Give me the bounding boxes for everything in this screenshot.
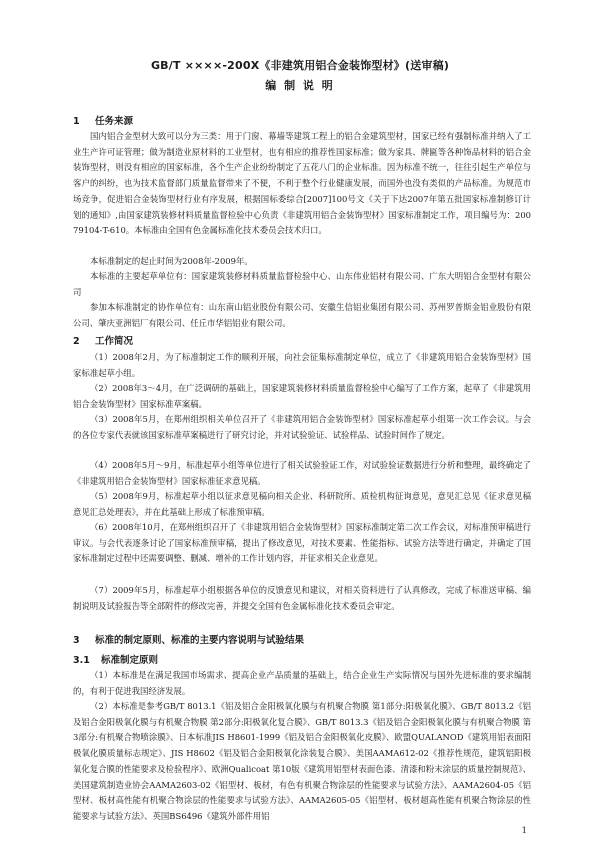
subsection-number: 3.1 — [73, 655, 90, 666]
paragraph: 本标准的主要起草单位有：国家建筑装修材料质量监督检验中心、山东伟业铝材有限公司、广东大明铝合金型材有限公司 — [73, 271, 531, 297]
paragraph: （1）2008年2月，为了标准制定工作的顺利开展，向社会征集标准制定单位，成立了《非建筑用铝合金装饰型材》国家标准起草小组。 — [73, 352, 531, 378]
document-title: GB/T ××××-200X《非建筑用铝合金装饰型材》(送审稿) — [150, 59, 450, 72]
paragraph: 本标准制定的起止时间为2008年-2009年。 — [90, 256, 253, 266]
section-title: 任务来源 — [95, 116, 134, 127]
section-number: 3 — [73, 635, 80, 646]
section-heading-3 — [73, 632, 304, 646]
section-heading-1 — [73, 113, 133, 127]
section-heading-2 — [73, 333, 133, 347]
section-title: 标准的制定原则、标准的主要内容说明与试验结果 — [95, 635, 305, 646]
document-subtitle: 编 制 说 明 — [265, 79, 335, 92]
section-number: 2 — [73, 336, 80, 347]
section-number: 1 — [73, 116, 80, 127]
paragraph: （7）2009年5月，标准起草小组根据各单位的反馈意见和建议，对相关资料进行了认真修改，完成了标准送审稿、编制说明及试验报告等全部附件的修改完善，并提交全国有色金属标准化技术委员会审定。 — [73, 585, 531, 611]
paragraph: （2）2008年3～4月，在广泛调研的基础上，国家建筑装修材料质量监督检验中心编写了工作方案，起草了《非建筑用铝合金装饰型材》国家标准草案稿。 — [73, 383, 531, 409]
subsection-heading-3-1 — [73, 652, 158, 666]
paragraph: （3）2008年5月，在郑州组织相关单位召开了《非建筑用铝合金装饰型材》国家标准起草小组第一次工作会议。与会的各位专家代表就该国家标准草案稿进行了研究讨论，并对试验验证、试验样品、试验时间作了规定。 — [73, 414, 531, 440]
paragraph: （4）2008年5月～9月，标准起草小组等单位进行了相关试验验证工作，对试验验证数据进行分析和整理，最终确定了《非建筑用铝合金装饰型材》国家标准征求意见稿。 — [73, 460, 531, 486]
page-number: 1 — [521, 825, 527, 835]
paragraph: 国内铝合金型材大致可以分为三类：用于门窗、幕墙等建筑工程上的铝合金建筑型材，国家已经有强制标准并纳入了工业生产许可证管理；做为制造业原材料的工业型材，也有相应的推荐性国家标准；做为家具、牌匾等各种饰品材料的铝合金装饰型材，则没有相应的国家标准，各个生产企业纷纷制定了五花八门的企业标准。因为标准不统一，往往引起生产单位与客户的纠纷，也为技术监督部门质量监督带来了不便，不利于整个行业健康发展，而国外也没有类似的产品标准。为规范市场竞争，促进铝合金装饰型材行业有序发展，根据国标委综合[2007]100号文《关于下达2007年第五批国家标准制修订计划的通知》,由国家建筑装修材料质量监督检验中心负责《非建筑用铝合金装饰型材》国家标准制定工作，项目编号为：20079104-T-610。本标准由全国有色金属标准化技术委员会技术归口。 — [73, 131, 531, 236]
subsection-title: 标准制定原则 — [101, 655, 159, 666]
paragraph: （2）本标准是参考GB/T 8013.1《铝及铝合金阳极氧化膜与有机聚合物膜 第1部分:阳极氧化膜》、GB/T 8013.2《铝及铝合金阳极氧化膜与有机聚合物膜 第2部分:阳极氧化复合膜》、GB/T 8013.3《铝及铝合金阳极氧化膜与有机聚合物膜 第3部分:有机聚合物喷涂膜》、日本标准JIS H8601-1999《铝及铝合金阳极氧化皮膜》、欧盟QUALANOD《建筑用铝表面阳极氧化膜质量标志规定》、JIS H8602《铝及铝合金阳极氧化涂装复合膜》、美国AAMA612-02《推荐性规范，建筑铝阳极氧化复合膜的性能要求及检验程序》、欧洲Qualicoat 第10版《建筑用铝型材表面色漆、清漆和粉末涂层的质量控制规范》、美国建筑制造业协会AAMA2603-02《铝型材、板材，有色有机聚合物涂层的性能要求与试验方法》、AAMA2604-05《铝型材、板材高性能有机聚合物涂层的性能要求与试验方法》、AAMA2605-05《铝型材、板材超高性能有机聚合物涂层的性能要求与试验方法》、英国BS6496《建筑外部件用铝 — [73, 701, 531, 821]
paragraph: （6）2008年10月，在郑州组织召开了《非建筑用铝合金装饰型材》国家标准制定第二次工作会议，对标准预审稿进行审议。与会代表逐条讨论了国家标准预审稿，提出了修改意见，对技术要素、性能指标、试验方法等进行确定，并确定了国家标准制定过程中还需要调整、删减、增补的工作计划内容，并征求相关企业意见。 — [73, 522, 531, 564]
paragraph: 参加本标准制定的协作单位有：山东南山铝业股份有限公司、安徽生信铝业集团有限公司、苏州罗普斯金铝业股份有限公司、肇庆亚洲铝厂有限公司、任丘市华铝铝业有限公司。 — [73, 302, 531, 328]
section-title: 工作简况 — [95, 336, 134, 347]
paragraph: （1）本标准是在满足我国市场需求、提高企业产品质量的基础上，结合企业生产实际情况与国外先进标准的要求编制的，有利于促进我国经济发展。 — [73, 670, 531, 696]
paragraph: （5）2008年9月，标准起草小组以征求意见稿向相关企业、科研院所、质检机构征询意见，意见汇总见《征求意见稿意见汇总处理表》，并在此基础上形成了标准预审稿。 — [73, 491, 531, 517]
